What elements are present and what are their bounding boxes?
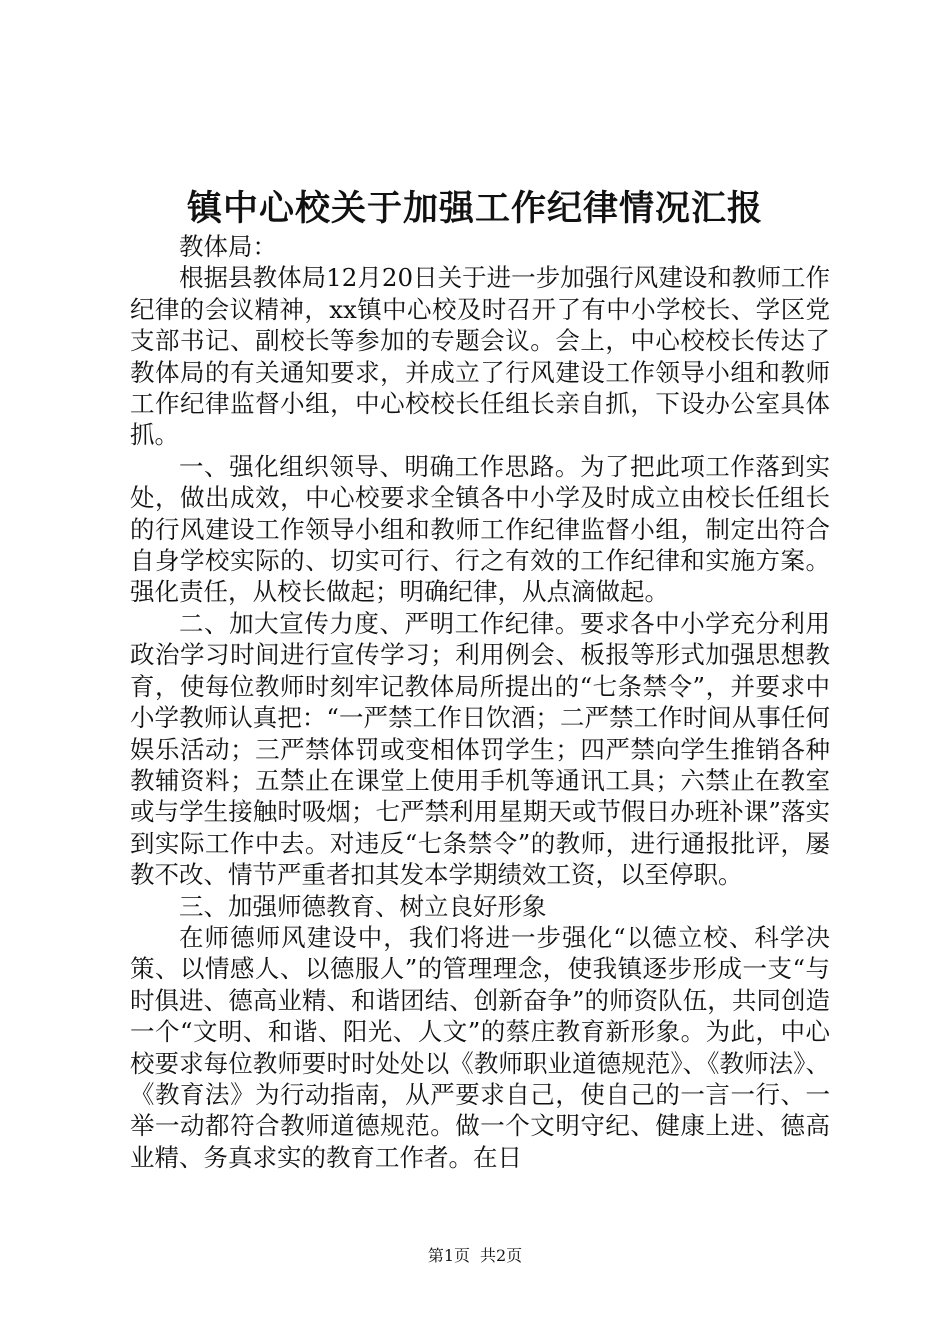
document-title: 镇中心校关于加强工作纪律情况汇报 <box>186 188 763 229</box>
paragraph-section-2: 二、加大宣传力度、严明工作纪律。要求各中小学充分利用政治学习时间进行宣传学习；利用例会、板报等形式加强思想教育，使每位教师时刻牢记教体局所提出的“七条禁令”，并要求中小学教师认真把：“一严禁工作日饮酒；二严禁工作时间从事任何娱乐活动；三严禁体罚或变相体罚学生；四严禁向学生推销各种教辅资料；五禁止在课堂上使用手机等通讯工具；六禁止在教室或与学生接触时吸烟；七严禁利用星期天或节假日办班补课”落实到实际工作中去。对违反“七条禁令”的教师，进行通报批评，屡教不改、情节严重者扣其发本学期绩效工资，以至停职。 <box>130 608 830 890</box>
paragraph-intro: 根据县教体局12月20日关于进一步加强行风建设和教师工作纪律的会议精神，xx镇中心校及时召开了有中小学校长、学区党支部书记、副校长等参加的专题会议。会上，中心校校长传达了教体局的有关通知要求，并成立了行风建设工作领导小组和教师工作纪律监督小组，中心校校长任组长亲自抓，下设办公室具体抓。 <box>130 263 830 450</box>
paragraph-section-1: 一、强化组织领导、明确工作思路。为了把此项工作落到实处，做出成效，中心校要求全镇各中小学及时成立由校长任组长的行风建设工作领导小组和教师工作纪律监督小组，制定出符合自身学校实际的、切实可行、行之有效的工作纪律和实施方案。强化责任，从校长做起；明确纪律，从点滴做起。 <box>130 451 830 607</box>
paragraph-section-3: 在师德师风建设中，我们将进一步强化“以德立校、科学决策、以情感人、以德服人”的管理理念，使我镇逐步形成一支“与时俱进、德高业精、和谐团结、创新奋争”的师资队伍，共同创造一个“文明、和谐、阳光、人文”的蔡庄教育新形象。为此，中心校要求每位教师要时时处处以《教师职业道德规范》、《教师法》、《教育法》为行动指南，从严要求自己，使自己的一言一行、一举一动都符合教师道德规范。做一个文明守纪、健康上进、德高业精、务真求实的教育工作者。在日 <box>130 922 830 1172</box>
heading-section-3: 三、加强师德教育、树立良好形象 <box>179 891 547 921</box>
page-number: 第1页 <box>427 1246 470 1265</box>
document-body <box>130 231 830 1173</box>
page-footer <box>0 1245 950 1267</box>
salutation: 教体局： <box>179 232 277 261</box>
page-total: 共2页 <box>480 1246 523 1265</box>
